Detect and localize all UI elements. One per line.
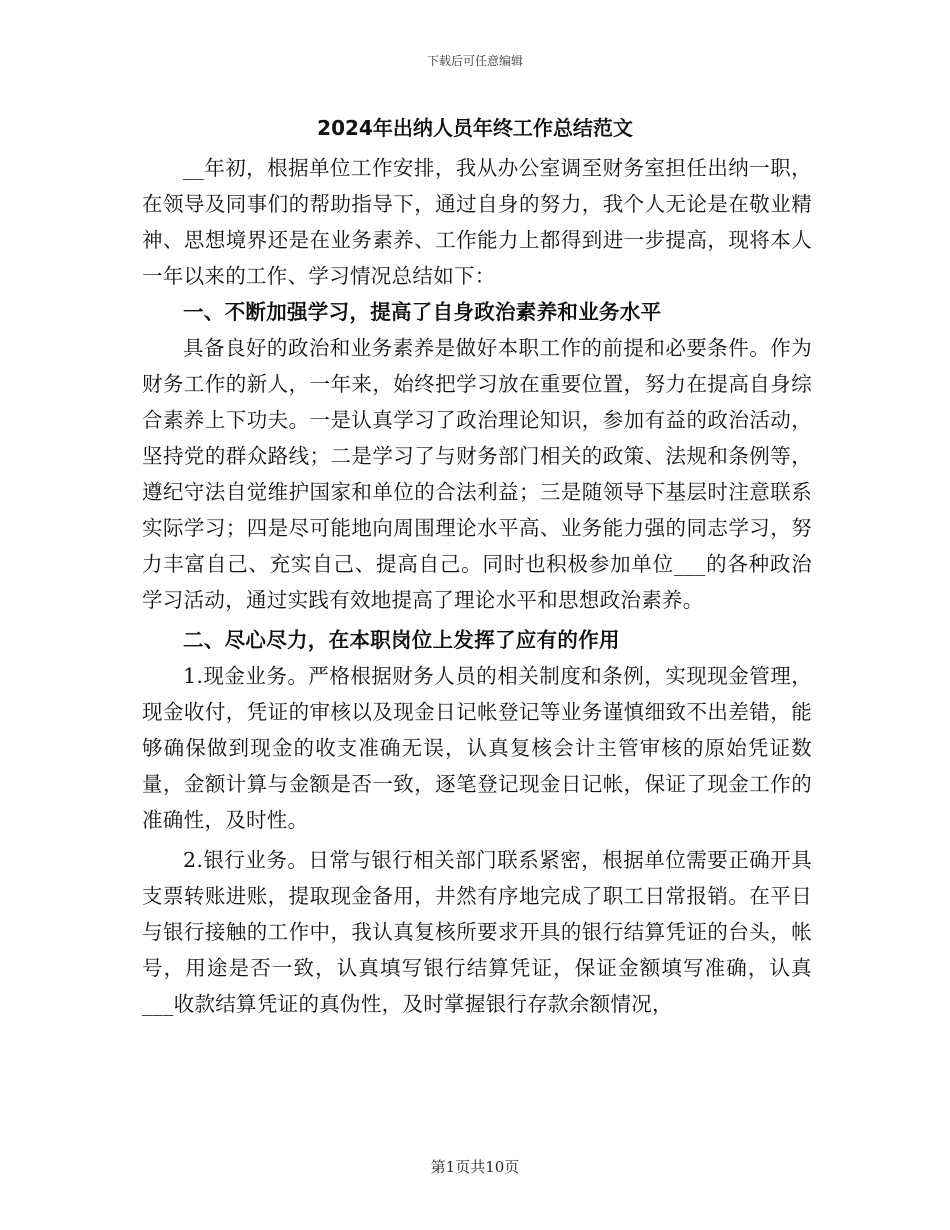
section-2-heading: 二、尽心尽力，在本职岗位上发挥了应有的作用 <box>183 628 620 652</box>
page-header-note: 下载后可任意编辑 <box>426 54 523 68</box>
document-title: 2024年出纳人员年终工作总结范文 <box>317 116 633 140</box>
section-2-item-1: 1.现金业务。严格根据财务人员的相关制度和条例，实现现金管理，现金收付，凭证的审核以及现金日记帐登记等业务谨慎细致不出差错，能够确保做到现金的收支准确无误，认真复核会计主管审核的原始凭证数量，金额计算与金额是否一致，逐笔登记现金日记帐，保证了现金工作的准确性，及时性。 <box>142 664 812 832</box>
section-1-paragraph: 具备良好的政治和业务素养是做好本职工作的前提和必要条件。作为财务工作的新人，一年来，始终把学习放在重要位置，努力在提高自身综合素养上下功夫。一是认真学习了政治理论知识，参加有益的政治活动，坚持党的群众路线；二是学习了与财务部门相关的政策、法规和条例等，遵纪守法自觉维护国家和单位的合法利益；三是随领导下基层时注意联系实际学习；四是尽可能地向周围理论水平高、业务能力强的同志学习，努力丰富自己、充实自己、提高自己。同时也积极参加单位___的各种政治学习活动，通过实践有效地提高了理论水平和思想政治素养。 <box>142 336 812 612</box>
section-2-item-2: 2.银行业务。日常与银行相关部门联系紧密，根据单位需要正确开具支票转账进账，提取现金备用，井然有序地完成了职工日常报销。在平日与银行接触的工作中，我认真复核所要求开具的银行结算凭证的台头，帐号，用途是否一致，认真填写银行结算凭证，保证金额填写准确，认真___收款结算凭证的真伪性，及时掌握银行存款余额情况， <box>142 848 812 1016</box>
document-body <box>142 150 812 1022</box>
page-number: 第1页共10页 <box>430 1158 520 1176</box>
intro-paragraph: __年初，根据单位工作安排，我从办公室调至财务室担任出纳一职，在领导及同事们的帮助指导下，通过自身的努力，我个人无论是在敬业精神、思想境界还是在业务素养、工作能力上都得到进一步提高，现将本人一年以来的工作、学习情况总结如下： <box>142 156 812 288</box>
section-1-heading: 一、不断加强学习，提高了自身政治素养和业务水平 <box>183 300 662 324</box>
